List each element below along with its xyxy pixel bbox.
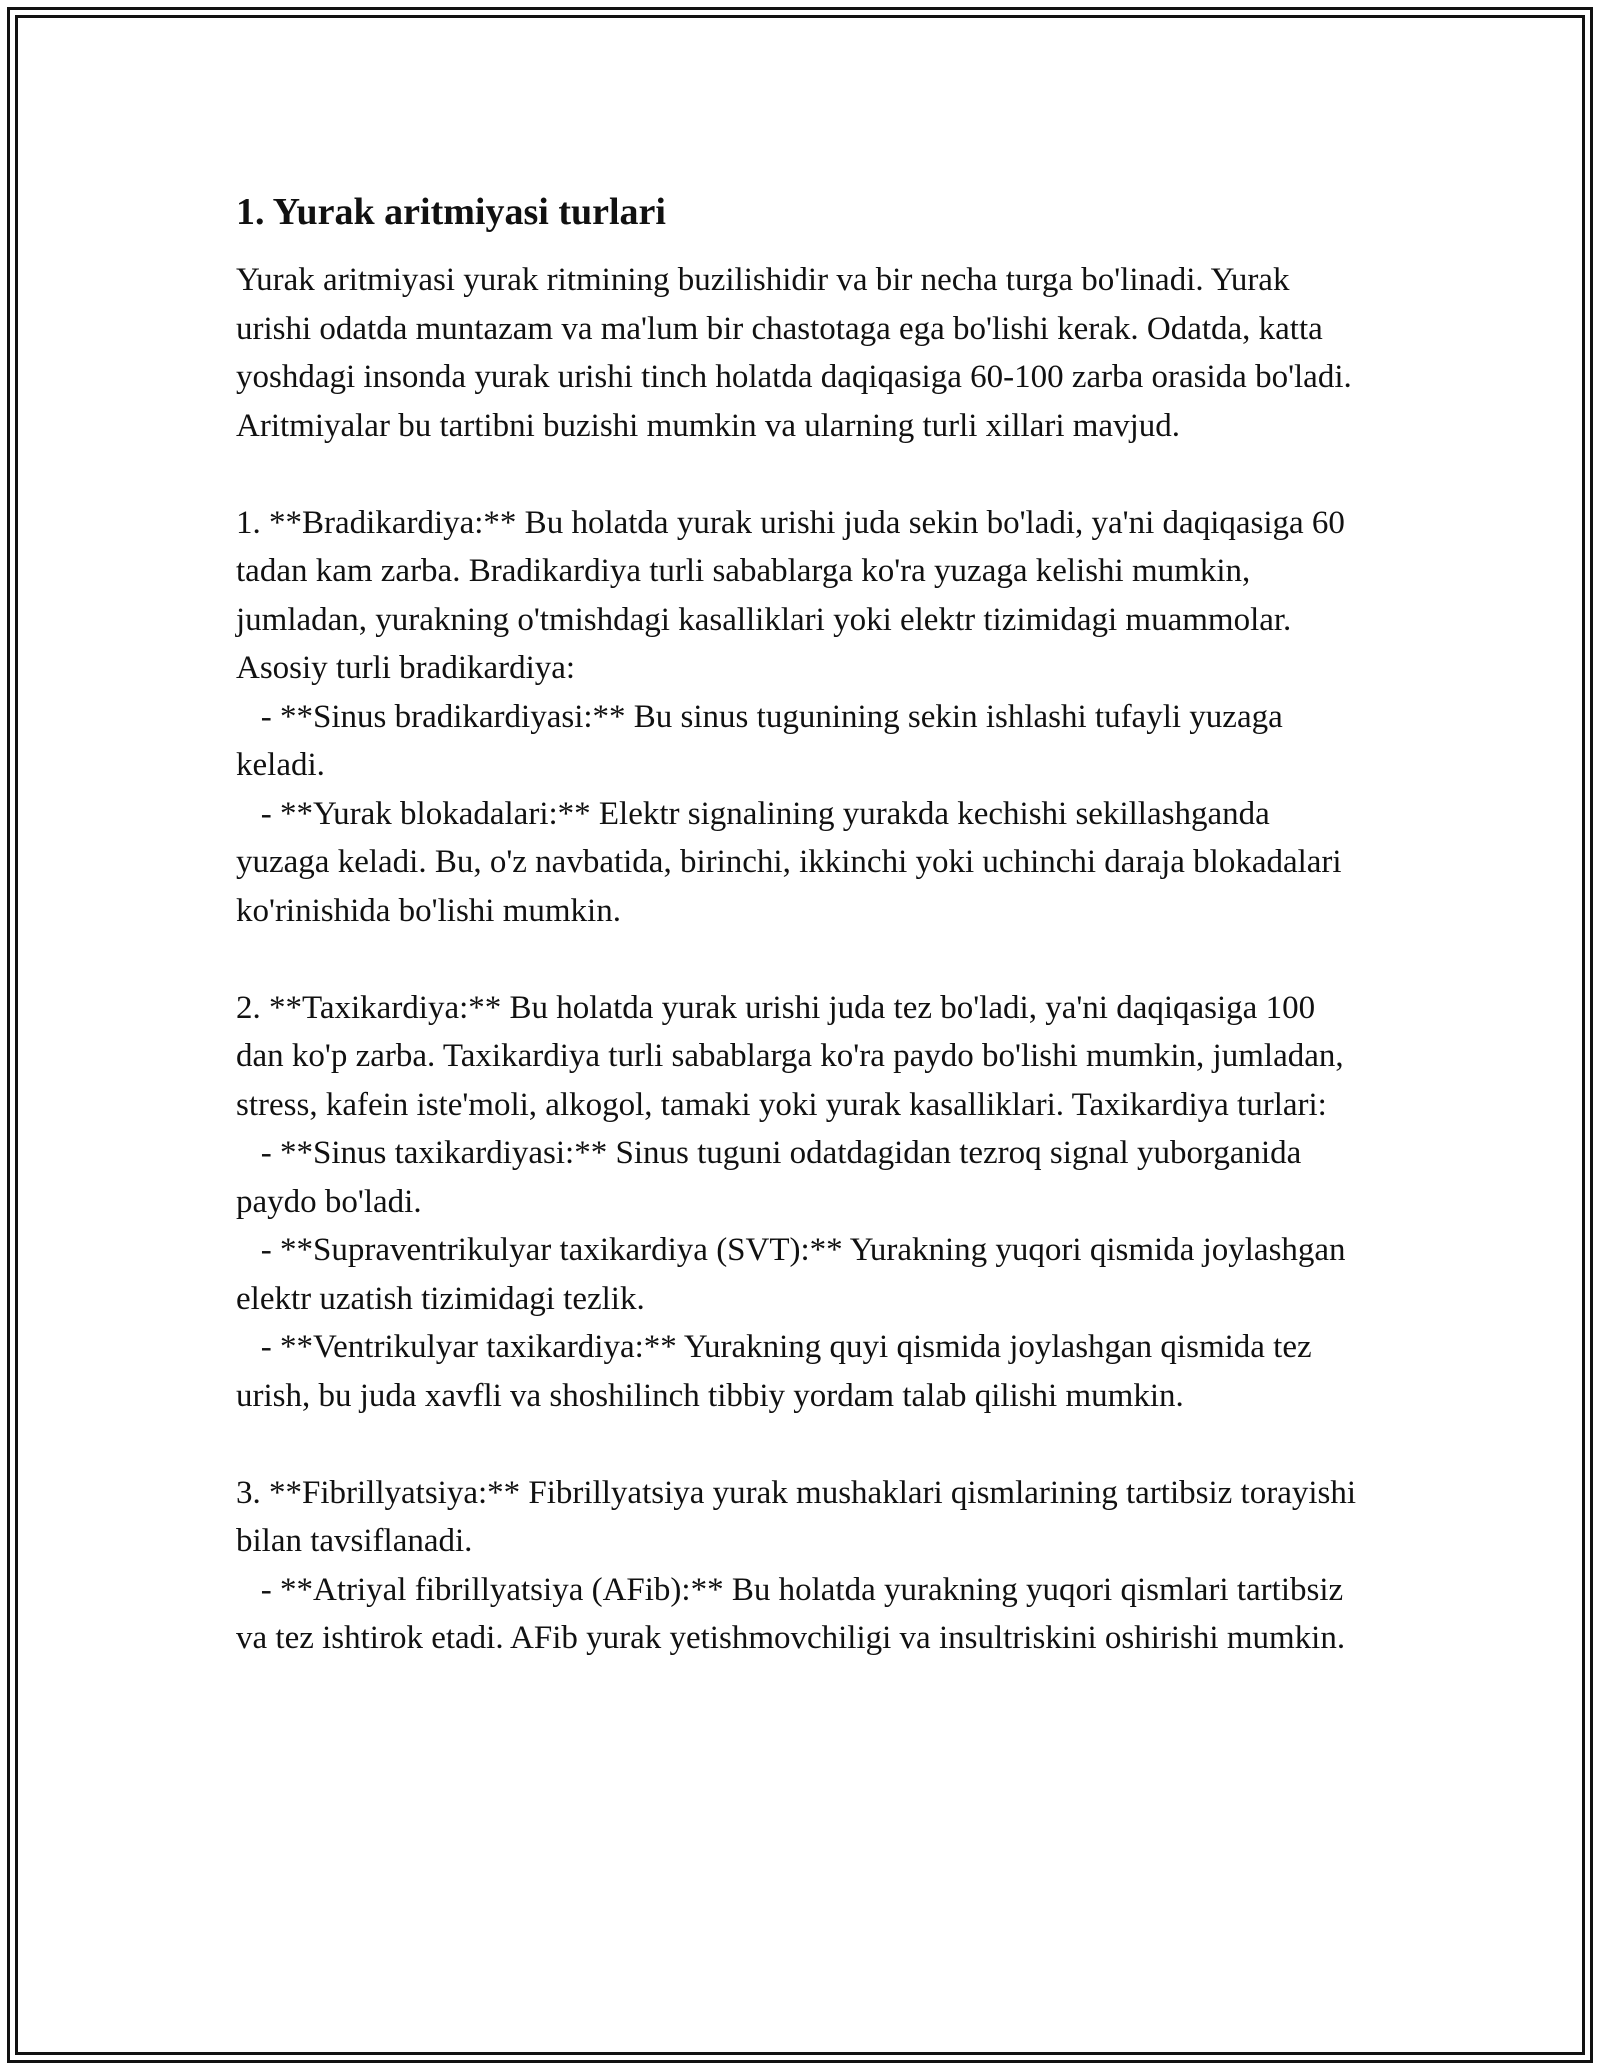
document-body <box>236 188 1366 1663</box>
fibrillyatsiya-paragraph: 3. **Fibrillyatsiya:** Fibrillyatsiya yurak mushaklari qismlarining tartibsiz torayishi bilan tavsiflanadi. - **Atriyal fibrillyatsiya (AFib):** Bu holatda yurakning yuqori qismlari tartibsiz va tez ishtirok etadi. AFib yurak yetishmovchiligi va insultriskini oshirishi mumkin. <box>236 1474 1357 1656</box>
intro-paragraph: Yurak aritmiyasi yurak ritmining buzilishidir va bir necha turga bo'linadi. Yurak urishi odatda muntazam va ma'lum bir chastotaga ega bo'lishi kerak. Odatda, katta yoshdagi insonda yurak urishi tinch holatda daqiqasiga 60-100 zarba orasida bo'ladi. Aritmiyalar bu tartibni buzishi mumkin va ularning turli xillari mavjud. <box>236 262 1359 444</box>
bradikardiya-paragraph: 1. **Bradikardiya:** Bu holatda yurak urishi juda sekin bo'ladi, ya'ni daqiqasiga 60 tadan kam zarba. Bradikardiya turli sabablarga ko'ra yuzaga kelishi mumkin, jumladan, yurakning o'tmishdagi kasalliklari yoki elektr tizimidagi muammolar. Asosiy turli bradikardiya: - **Sinus bradikardiyasi:** Bu sinus tugunining sekin ishlashi tufayli yuzaga keladi. - **Yurak blokadalari:** Elektr signalining yurakda kechishi sekillashganda yuzaga keladi. Bu, o'z navbatida, birinchi, ikkinchi yoki uchinchi daraja blokadalari ko'rinishida bo'lishi mumkin. <box>236 504 1345 929</box>
blank-line <box>236 450 1366 499</box>
blank-line <box>236 935 1366 984</box>
section-heading: 1. Yurak aritmiyasi turlari <box>236 191 666 233</box>
taxikardiya-paragraph: 2. **Taxikardiya:** Bu holatda yurak urishi juda tez bo'ladi, ya'ni daqiqasiga 100 dan ko'p zarba. Taxikardiya turli sabablarga ko'ra paydo bo'lishi mumkin, jumladan, stress, kafein iste'moli, alkogol, tamaki yoki yurak kasalliklari. Taxikardiya turlari: - **Sinus taxikardiyasi:** Sinus tuguni odatdagidan tezroq signal yuborganida paydo bo'ladi. - **Supraventrikulyar taxikardiya (SVT):** Yurakning yuqori qismida joylashgan elektr uzatish tizimidagi tezlik. - **Ventrikulyar taxikardiya:** Yurakning quyi qismida joylashgan qismida tez urish, bu juda xavfli va shoshilinch tibbiy yordam talab qilishi mumkin. <box>236 989 1346 1414</box>
blank-line <box>236 1420 1366 1469</box>
